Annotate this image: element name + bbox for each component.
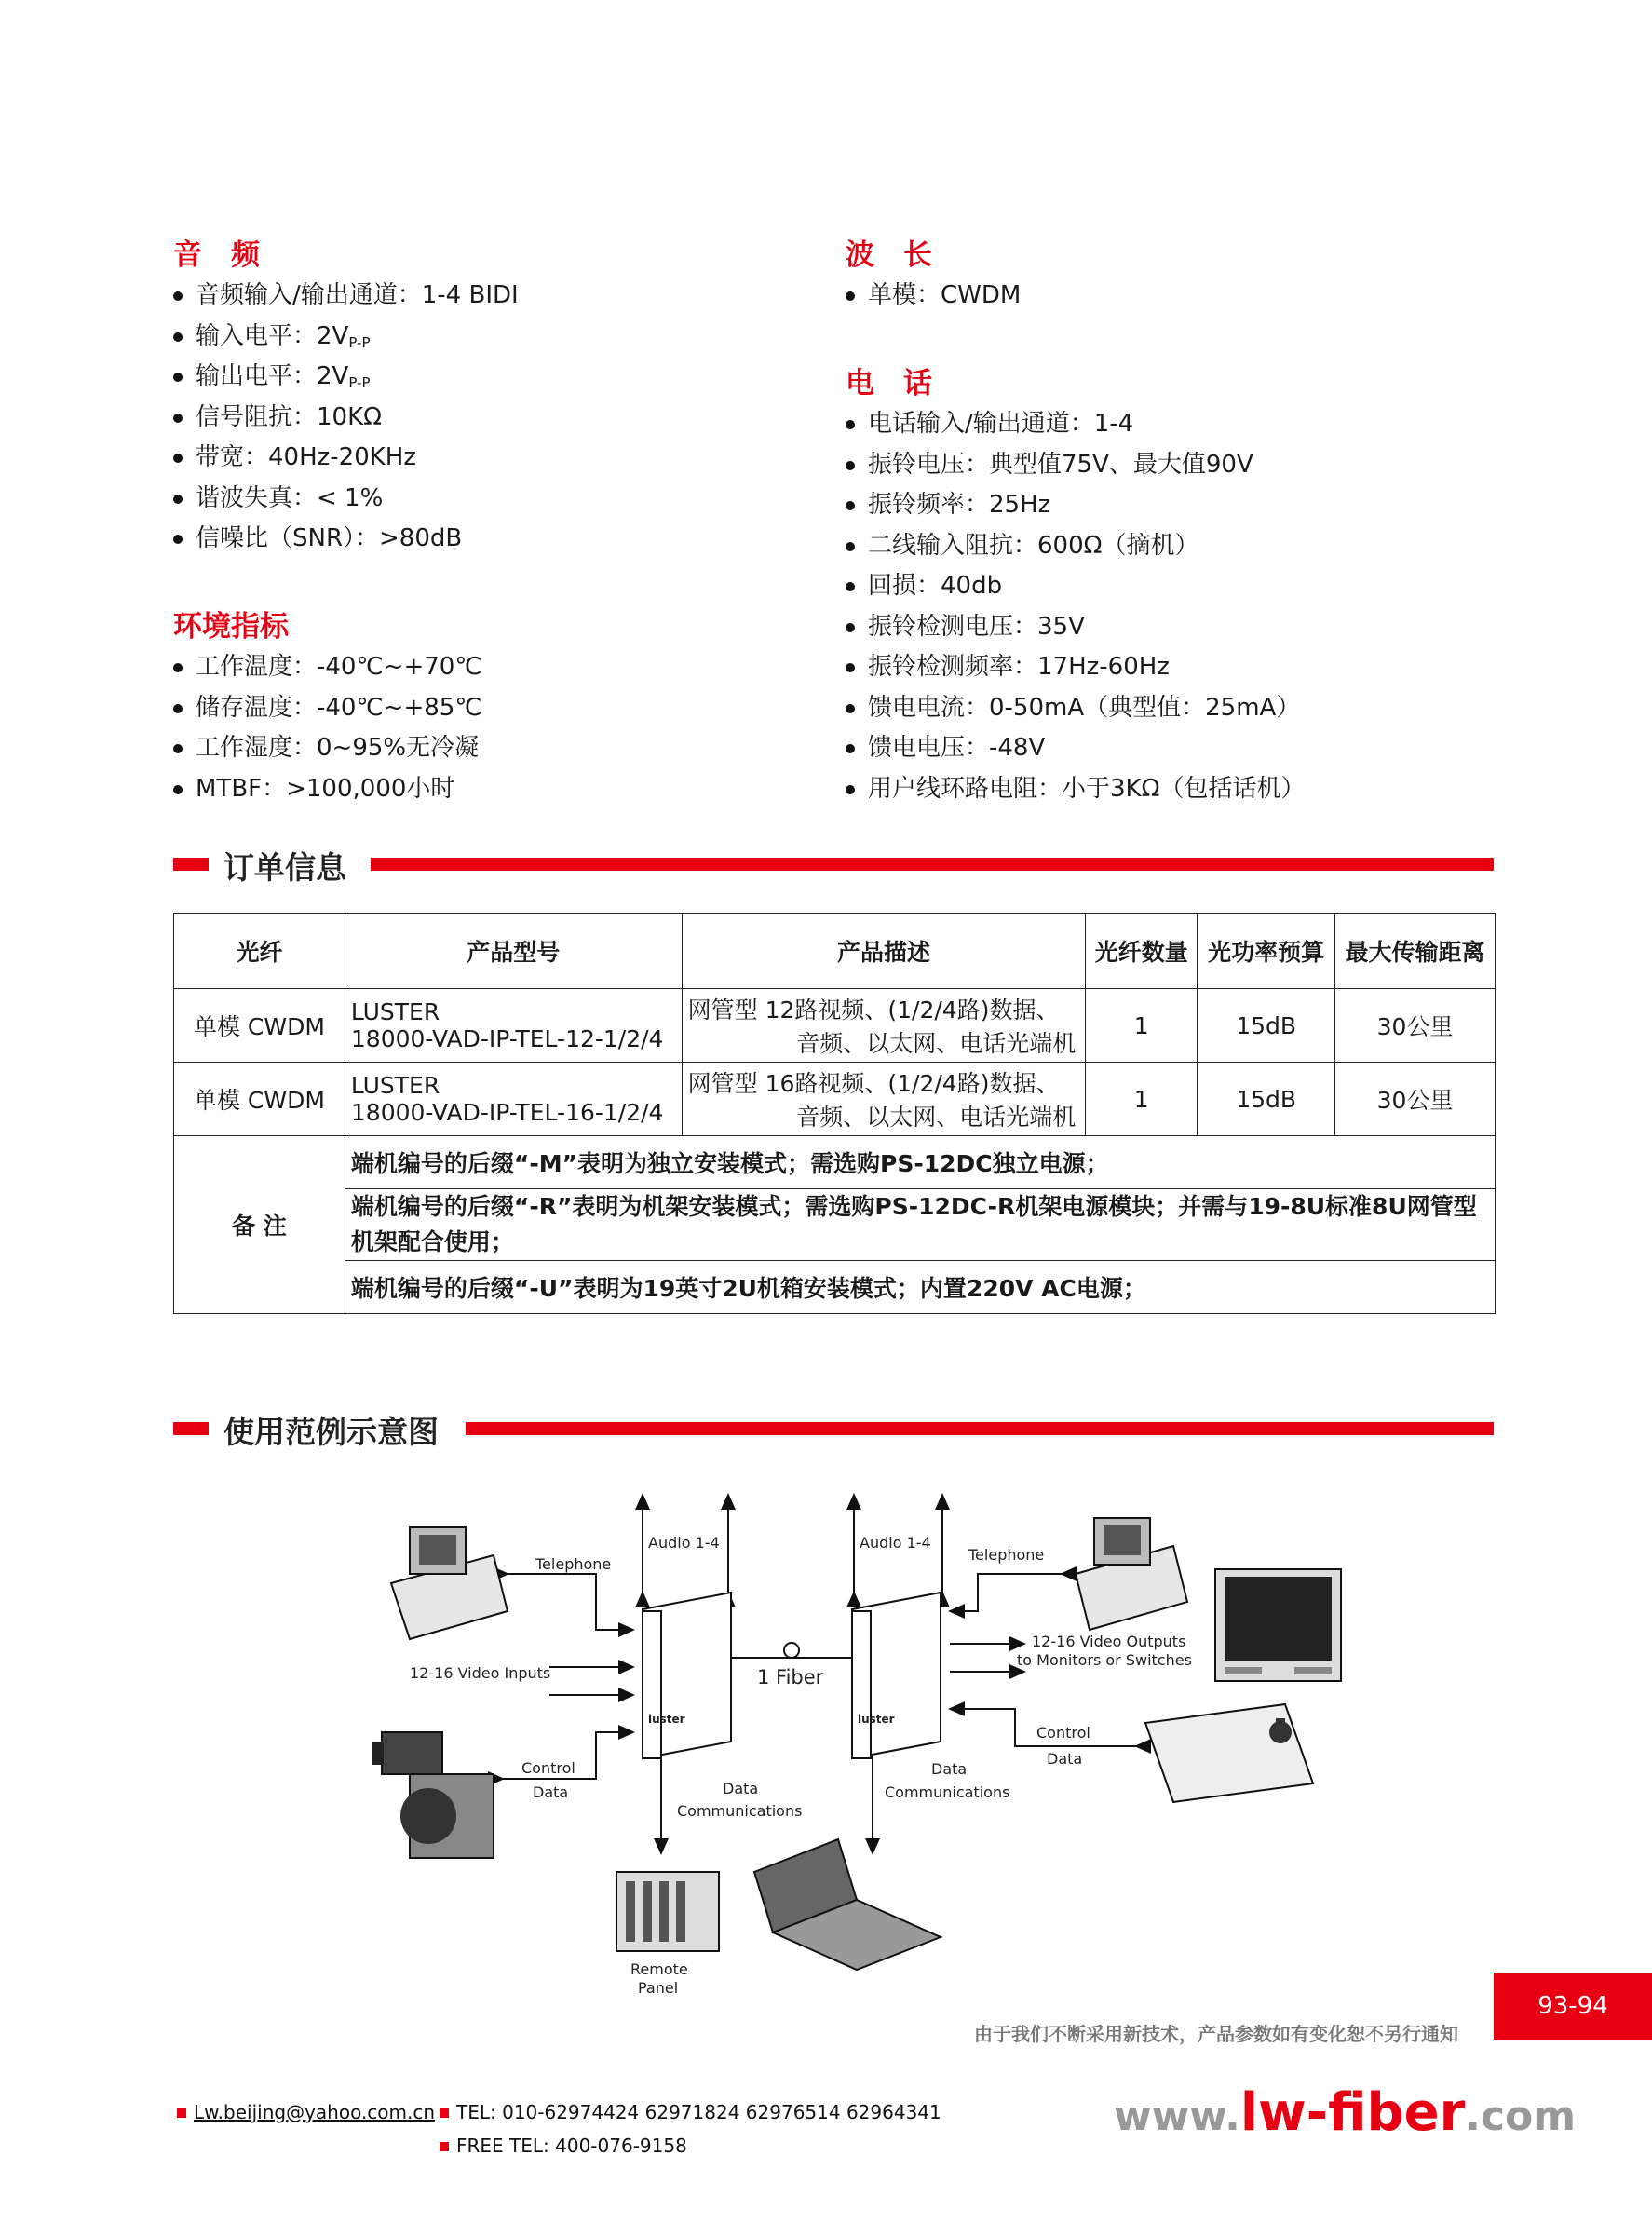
header-count: 光纤数量: [1086, 914, 1198, 989]
footer-email: Lw.beijing@yahoo.com.cn: [177, 2101, 435, 2123]
svg-text:Telephone: Telephone: [535, 1555, 612, 1573]
notes-row: [174, 1261, 1496, 1314]
remote-panel-icon: [616, 1872, 719, 1951]
phone-spec-list: [844, 404, 1305, 809]
audio-spec-list: [171, 276, 519, 560]
svg-text:Panel: Panel: [638, 1979, 679, 1997]
phone-section-title: 电 话: [846, 367, 932, 400]
notes-row: [174, 1189, 1496, 1261]
svg-text:1 Fiber: 1 Fiber: [757, 1666, 824, 1688]
list-item: 带宽：40Hz-20KHz: [171, 438, 519, 479]
note-item: 端机编号的后缀“-R”表明为机架安装模式；需选购PS-12DC-R机架电源模块；并需与19-8U标准8U网管型机架配合使用；: [345, 1189, 1495, 1261]
note-item: 端机编号的后缀“-M”表明为独立安装模式；需选购PS-12DC独立电源；: [345, 1136, 1495, 1189]
notes-label: 备 注: [174, 1136, 345, 1314]
list-item: 回损：40db: [844, 566, 1305, 607]
left-transceiver-icon: [643, 1593, 731, 1758]
header-model: 产品型号: [345, 914, 682, 989]
keyboard-controller-icon: [1145, 1704, 1313, 1802]
usage-bar-left: [173, 1422, 209, 1435]
env-spec-list: [171, 647, 482, 809]
right-transceiver-icon: [852, 1593, 941, 1758]
usage-section-title: 使用范例示意图: [223, 1414, 439, 1450]
svg-text:to Monitors or Switches: to Monitors or Switches: [1017, 1651, 1192, 1669]
list-item: 电话输入/输出通道：1-4: [844, 404, 1305, 445]
svg-text:luster: luster: [648, 1713, 685, 1726]
cell-count: 1: [1086, 1063, 1198, 1136]
svg-text:Audio 1-4: Audio 1-4: [860, 1534, 931, 1552]
svg-text:12-16 Video Inputs: 12-16 Video Inputs: [410, 1664, 551, 1682]
svg-text:Data: Data: [1047, 1750, 1083, 1768]
list-item: 信号阻抗：10KΩ: [171, 398, 519, 439]
disclaimer-text: 由于我们不断采用新技术，产品参数如有变化恕不另行通知: [974, 2023, 1458, 2045]
cell-distance: 30公里: [1335, 1063, 1496, 1136]
cell-budget: 15dB: [1198, 989, 1335, 1063]
list-item: 工作湿度：0~95%无冷凝: [171, 728, 482, 769]
list-item: 振铃频率：25Hz: [844, 485, 1305, 526]
list-item: 音频输入/输出通道：1-4 BIDI: [171, 276, 519, 317]
cell-model: LUSTER 18000-VAD-IP-TEL-12-1/2/4: [345, 989, 682, 1063]
cell-desc: 网管型 16路视频、(1/2/4路)数据、 音频、以太网、电话光端机: [682, 1063, 1086, 1136]
monitor-icon: [1215, 1569, 1341, 1681]
note-item: 端机编号的后缀“-U”表明为19英寸2U机箱安装模式；内置220V AC电源；: [345, 1261, 1495, 1314]
env-section-title: 环境指标: [173, 610, 289, 644]
list-item: 馈电电流：0-50mA（典型值：25mA）: [844, 688, 1305, 729]
table-row: [174, 1063, 1496, 1136]
cell-distance: 30公里: [1335, 989, 1496, 1063]
usage-bar-right: [466, 1422, 1494, 1435]
list-item: 单模：CWDM: [844, 276, 1021, 317]
footer-free-tel: FREE TEL: 400-076-9158: [440, 2135, 687, 2157]
svg-text:Control: Control: [1036, 1724, 1090, 1742]
order-section-title: 订单信息: [223, 849, 346, 886]
order-bar-right: [371, 858, 1494, 871]
list-item: 振铃检测频率：17Hz-60Hz: [844, 647, 1305, 688]
list-item: 输入电平：$2V_{P-P}$: [171, 317, 519, 358]
cell-fiber: 单模 CWDM: [174, 1063, 345, 1136]
svg-text:luster: luster: [858, 1713, 895, 1726]
list-item: 用户线环路电阻：小于3KΩ（包括话机）: [844, 769, 1305, 810]
telephone-right-icon: [1076, 1518, 1187, 1630]
svg-text:Audio 1-4: Audio 1-4: [648, 1534, 720, 1552]
list-item: 输出电平：$2V_{P-P}$: [171, 357, 519, 398]
svg-text:12-16 Video Outputs: 12-16 Video Outputs: [1032, 1633, 1186, 1650]
header-distance: 最大传输距离: [1335, 914, 1496, 989]
svg-text:Telephone: Telephone: [968, 1546, 1045, 1564]
page-number: 93-94: [1494, 1973, 1652, 2040]
notes-row: [174, 1136, 1496, 1189]
laptop-icon: [754, 1839, 941, 1970]
cell-model: LUSTER 18000-VAD-IP-TEL-16-1/2/4: [345, 1063, 682, 1136]
header-desc: 产品描述: [682, 914, 1086, 989]
order-table: [173, 913, 1496, 1314]
cell-fiber: 单模 CWDM: [174, 989, 345, 1063]
svg-text:Control: Control: [521, 1759, 575, 1777]
table-header-row: [174, 914, 1496, 989]
usage-diagram: [372, 1481, 1360, 2012]
svg-text:Communications: Communications: [677, 1802, 803, 1820]
header-budget: 光功率预算: [1198, 914, 1335, 989]
svg-text:Data: Data: [931, 1760, 968, 1778]
wavelength-section-title: 波 长: [846, 238, 932, 272]
list-item: 信噪比（SNR）：>80dB: [171, 519, 519, 560]
telephone-left-icon: [391, 1527, 508, 1639]
cell-budget: 15dB: [1198, 1063, 1335, 1136]
footer-website: www.lw-fiber.com: [1114, 2082, 1577, 2143]
svg-text:Data: Data: [533, 1783, 569, 1801]
order-bar-left: [173, 858, 209, 871]
list-item: MTBF：>100,000小时: [171, 769, 482, 810]
svg-text:Data: Data: [723, 1780, 759, 1797]
list-item: 储存温度：-40℃~+85℃: [171, 688, 482, 729]
camera-icon: [372, 1732, 494, 1858]
footer-tel: TEL: 010-62974424 62971824 62976514 62964341: [440, 2101, 941, 2123]
svg-text:Communications: Communications: [885, 1783, 1010, 1801]
list-item: 振铃检测电压：35V: [844, 607, 1305, 648]
cell-count: 1: [1086, 989, 1198, 1063]
svg-text:Remote: Remote: [630, 1960, 688, 1978]
list-item: 二线输入阻抗：600Ω（摘机）: [844, 526, 1305, 567]
list-item: 馈电电压：-48V: [844, 728, 1305, 769]
list-item: 工作温度：-40℃~+70℃: [171, 647, 482, 688]
cell-desc: 网管型 12路视频、(1/2/4路)数据、 音频、以太网、电话光端机: [682, 989, 1086, 1063]
list-item: 振铃电压：典型值75V、最大值90V: [844, 445, 1305, 486]
list-item: 谐波失真：< 1%: [171, 479, 519, 520]
wavelength-spec-list: [844, 276, 1021, 317]
audio-section-title: 音 频: [173, 238, 260, 272]
table-row: [174, 989, 1496, 1063]
header-fiber: 光纤: [174, 914, 345, 989]
